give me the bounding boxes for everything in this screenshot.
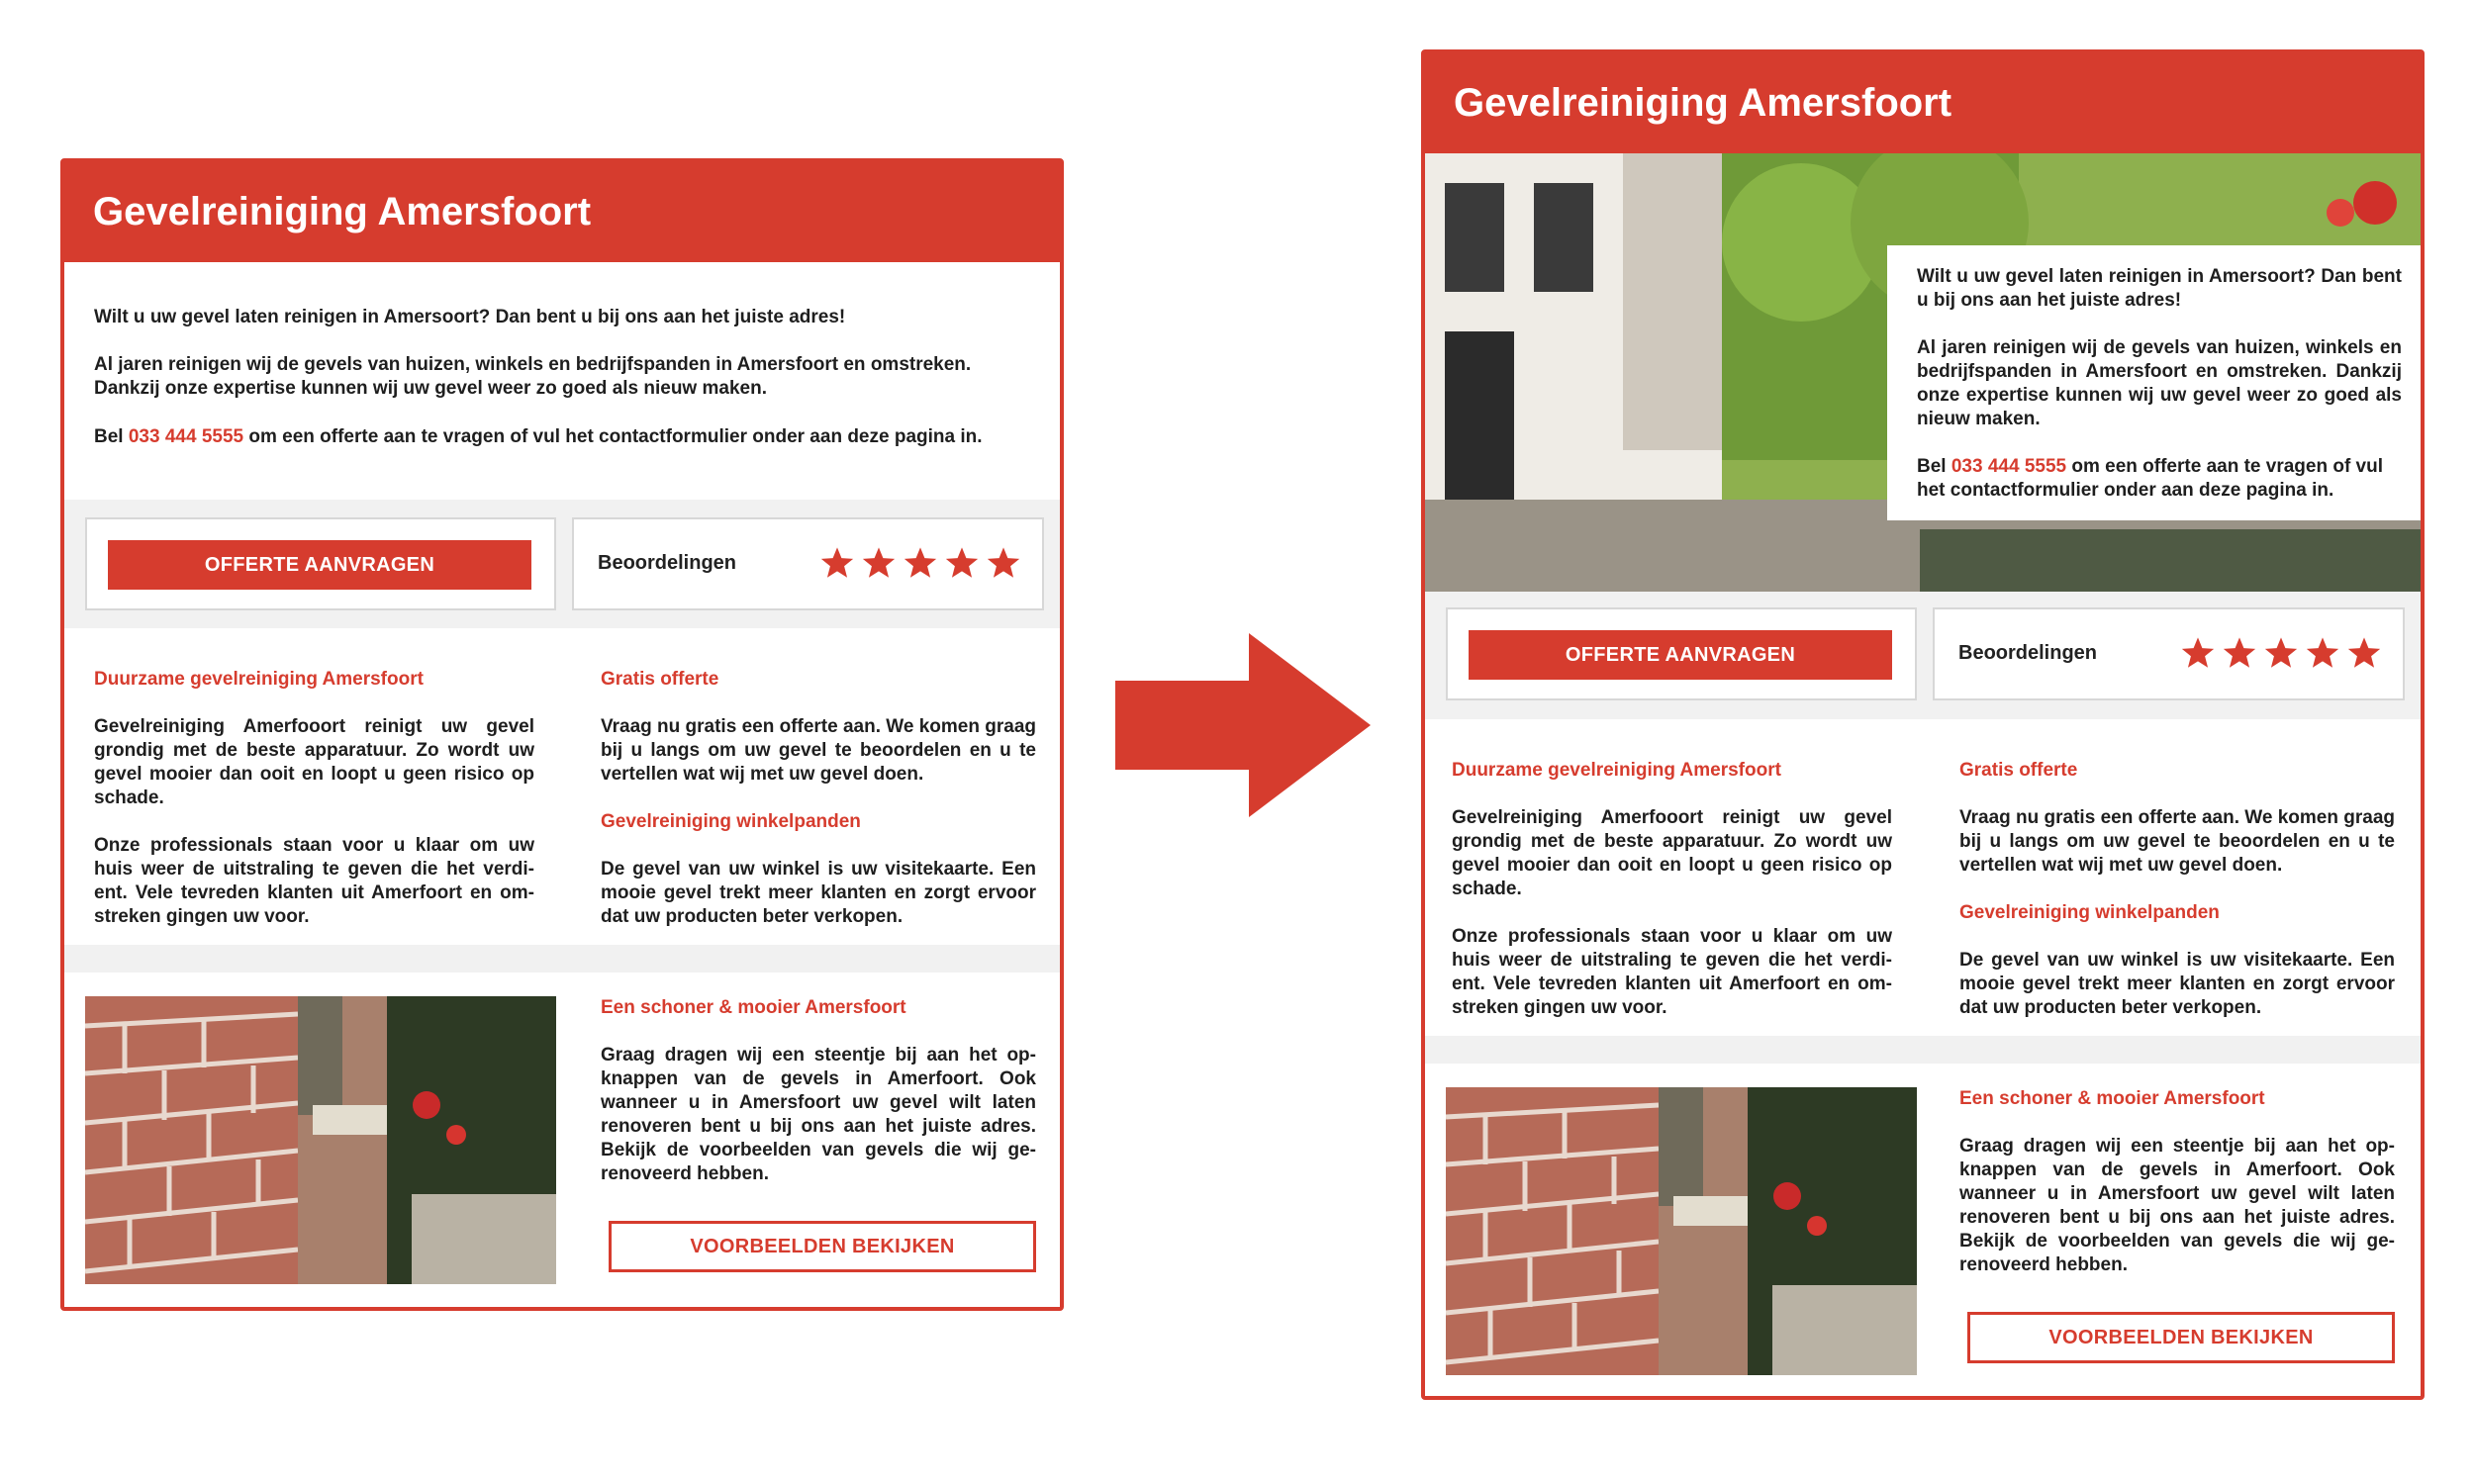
star-icon (2347, 636, 2381, 670)
sustainable-paragraph-1: Gevelreiniging Amerfooort reinigt uw gevel grondig met de beste apparatuur. Zo wordt uw gevel mooier dan ooit en loopt u geen risico op schade. (1452, 807, 1892, 899)
request-quote-button[interactable]: OFFERTE AANVRAGEN (108, 540, 531, 590)
section-heading-cleaner-city: Een schoner & mooier Amersfoort (601, 997, 906, 1018)
brick-wall-image (85, 996, 556, 1284)
intro-paragraph-1: Wilt u uw gevel laten reinigen in Amersoort? Dan bent u bij ons aan het juiste adres! (1917, 266, 2402, 311)
intro-call-suffix: om een offerte aan te vragen of vul het contactformulier onder aan deze pagina in. (243, 426, 983, 447)
sustainable-paragraph-1: Gevelreiniging Amerfooort reinigt uw gevel grondig met de beste apparatuur. Zo wordt uw gevel mooier dan ooit en loopt u geen risico op schade. (94, 716, 534, 808)
transition-arrow (1115, 633, 1371, 822)
free-quote-paragraph: Vraag nu gratis een offerte aan. We komen graag bij u langs om uw gevel te beoordelen en u te vertellen wat wij met uw gevel doen. (1959, 807, 2395, 876)
arrow-right-icon (1115, 633, 1371, 817)
section-heading-sustainable: Duurzame gevelreiniging Amersfoort (1452, 760, 1781, 781)
star-icon (2264, 636, 2298, 670)
cleaner-city-paragraph: Graag dragen wij een steentje bij aan het op-knappen van de gevels in Amerfoort. Ook wanneer u in Amersfoort uw gevel wilt laten renoveren bent u bij ons aan het juiste adres. Bekijk de voorbeelden van gevels die wij ge-renoveerd hebben. (1959, 1136, 2395, 1275)
section-heading-sustainable: Duurzame gevelreiniging Amersfoort (94, 669, 424, 690)
intro-paragraph-2: Al jaren reinigen wij de gevels van huizen, winkels en bedrijfspanden in Amersfoort en omstreken. Dankzij onze expertise kunnen wij uw gevel weer zo goed als nieuw maken. (94, 354, 972, 399)
shops-paragraph: De gevel van uw winkel is uw visitekaarte. Een mooie gevel trekt meer klanten en zorgt ervoor dat uw producten beter verkopen. (601, 859, 1036, 927)
intro-call-prefix: Bel (1917, 456, 1951, 477)
rating-label: Beoordelingen (1958, 642, 2098, 664)
star-icon (2306, 636, 2339, 670)
site-header (64, 162, 1060, 262)
layout-before-card (60, 158, 1064, 1311)
star-icon (2223, 636, 2256, 670)
brick-wall-photo (1446, 1087, 1917, 1375)
intro-paragraph-3 (94, 425, 1039, 449)
section-heading-shops: Gevelreiniging winkelpanden (601, 811, 861, 832)
cta-band (1425, 592, 2421, 719)
phone-link[interactable]: 033 444 5555 (128, 426, 244, 447)
cta-box (85, 517, 556, 610)
intro-paragraph-1: Wilt u uw gevel laten reinigen in Amersoort? Dan bent u bij ons aan het juiste adres! (94, 307, 846, 327)
star-icon (987, 546, 1020, 580)
section-heading-cleaner-city: Een schoner & mooier Amersfoort (1959, 1088, 2265, 1109)
rating-stars (2181, 636, 2381, 670)
star-icon (904, 546, 937, 580)
rating-box (1933, 607, 2405, 700)
sustainable-paragraph-2: Onze professionals staan voor u klaar om uw huis weer de uitstraling te geven die het verdi-ent. Vele tevreden klanten uit Amerfoort en om-streken gingen uw voor. (1452, 926, 1892, 1018)
section-separator (1425, 1036, 2421, 1064)
free-quote-paragraph: Vraag nu gratis een offerte aan. We komen graag bij u langs om uw gevel te beoordelen en u te vertellen wat wij met uw gevel doen. (601, 716, 1036, 785)
intro-paragraph-3 (1917, 455, 2402, 503)
intro-paragraph-2: Al jaren reinigen wij de gevels van huizen, winkels en bedrijfspanden in Amersfoort en omstreken. Dankzij onze expertise kunnen wij uw gevel weer zo goed als nieuw maken. (1917, 337, 2402, 429)
site-title: Gevelreiniging Amersfoort (1454, 81, 1952, 125)
intro-call-suffix: om een offerte aan te vragen of vul het contactformulier onder aan deze pagina in. (1917, 456, 2384, 501)
site-title: Gevelreiniging Amersfoort (93, 190, 592, 233)
section-heading-shops: Gevelreiniging winkelpanden (1959, 902, 2220, 923)
brick-wall-photo (85, 996, 556, 1284)
phone-link[interactable]: 033 444 5555 (1951, 456, 2067, 477)
brick-wall-image (1446, 1087, 1917, 1375)
star-icon (862, 546, 896, 580)
intro-call-prefix: Bel (94, 426, 129, 447)
star-icon (820, 546, 854, 580)
rating-stars (820, 546, 1020, 580)
section-separator (64, 945, 1060, 973)
cleaner-city-paragraph: Graag dragen wij een steentje bij aan het op-knappen van de gevels in Amerfoort. Ook wanneer u in Amersfoort uw gevel wilt laten renoveren bent u bij ons aan het juiste adres. Bekijk de voorbeelden van gevels die wij ge-renoveerd hebben. (601, 1045, 1036, 1184)
shops-paragraph: De gevel van uw winkel is uw visitekaarte. Een mooie gevel trekt meer klanten en zorgt ervoor dat uw producten beter verkopen. (1959, 950, 2395, 1018)
view-examples-button[interactable]: VOORBEELDEN BEKIJKEN (609, 1221, 1036, 1272)
site-header (1425, 53, 2421, 153)
sustainable-paragraph-2: Onze professionals staan voor u klaar om uw huis weer de uitstraling te geven die het verdi-ent. Vele tevreden klanten uit Amerfoort en om-streken gingen uw voor. (94, 835, 534, 927)
layout-after-card (1421, 49, 2425, 1400)
section-heading-free-quote: Gratis offerte (1959, 760, 2078, 781)
star-icon (945, 546, 979, 580)
cta-box (1446, 607, 1917, 700)
request-quote-button[interactable]: OFFERTE AANVRAGEN (1469, 630, 1892, 680)
star-icon (2181, 636, 2215, 670)
rating-box (572, 517, 1044, 610)
view-examples-button[interactable]: VOORBEELDEN BEKIJKEN (1967, 1312, 2395, 1363)
section-heading-free-quote: Gratis offerte (601, 669, 719, 690)
cta-band (64, 500, 1060, 628)
rating-label: Beoordelingen (598, 552, 737, 574)
